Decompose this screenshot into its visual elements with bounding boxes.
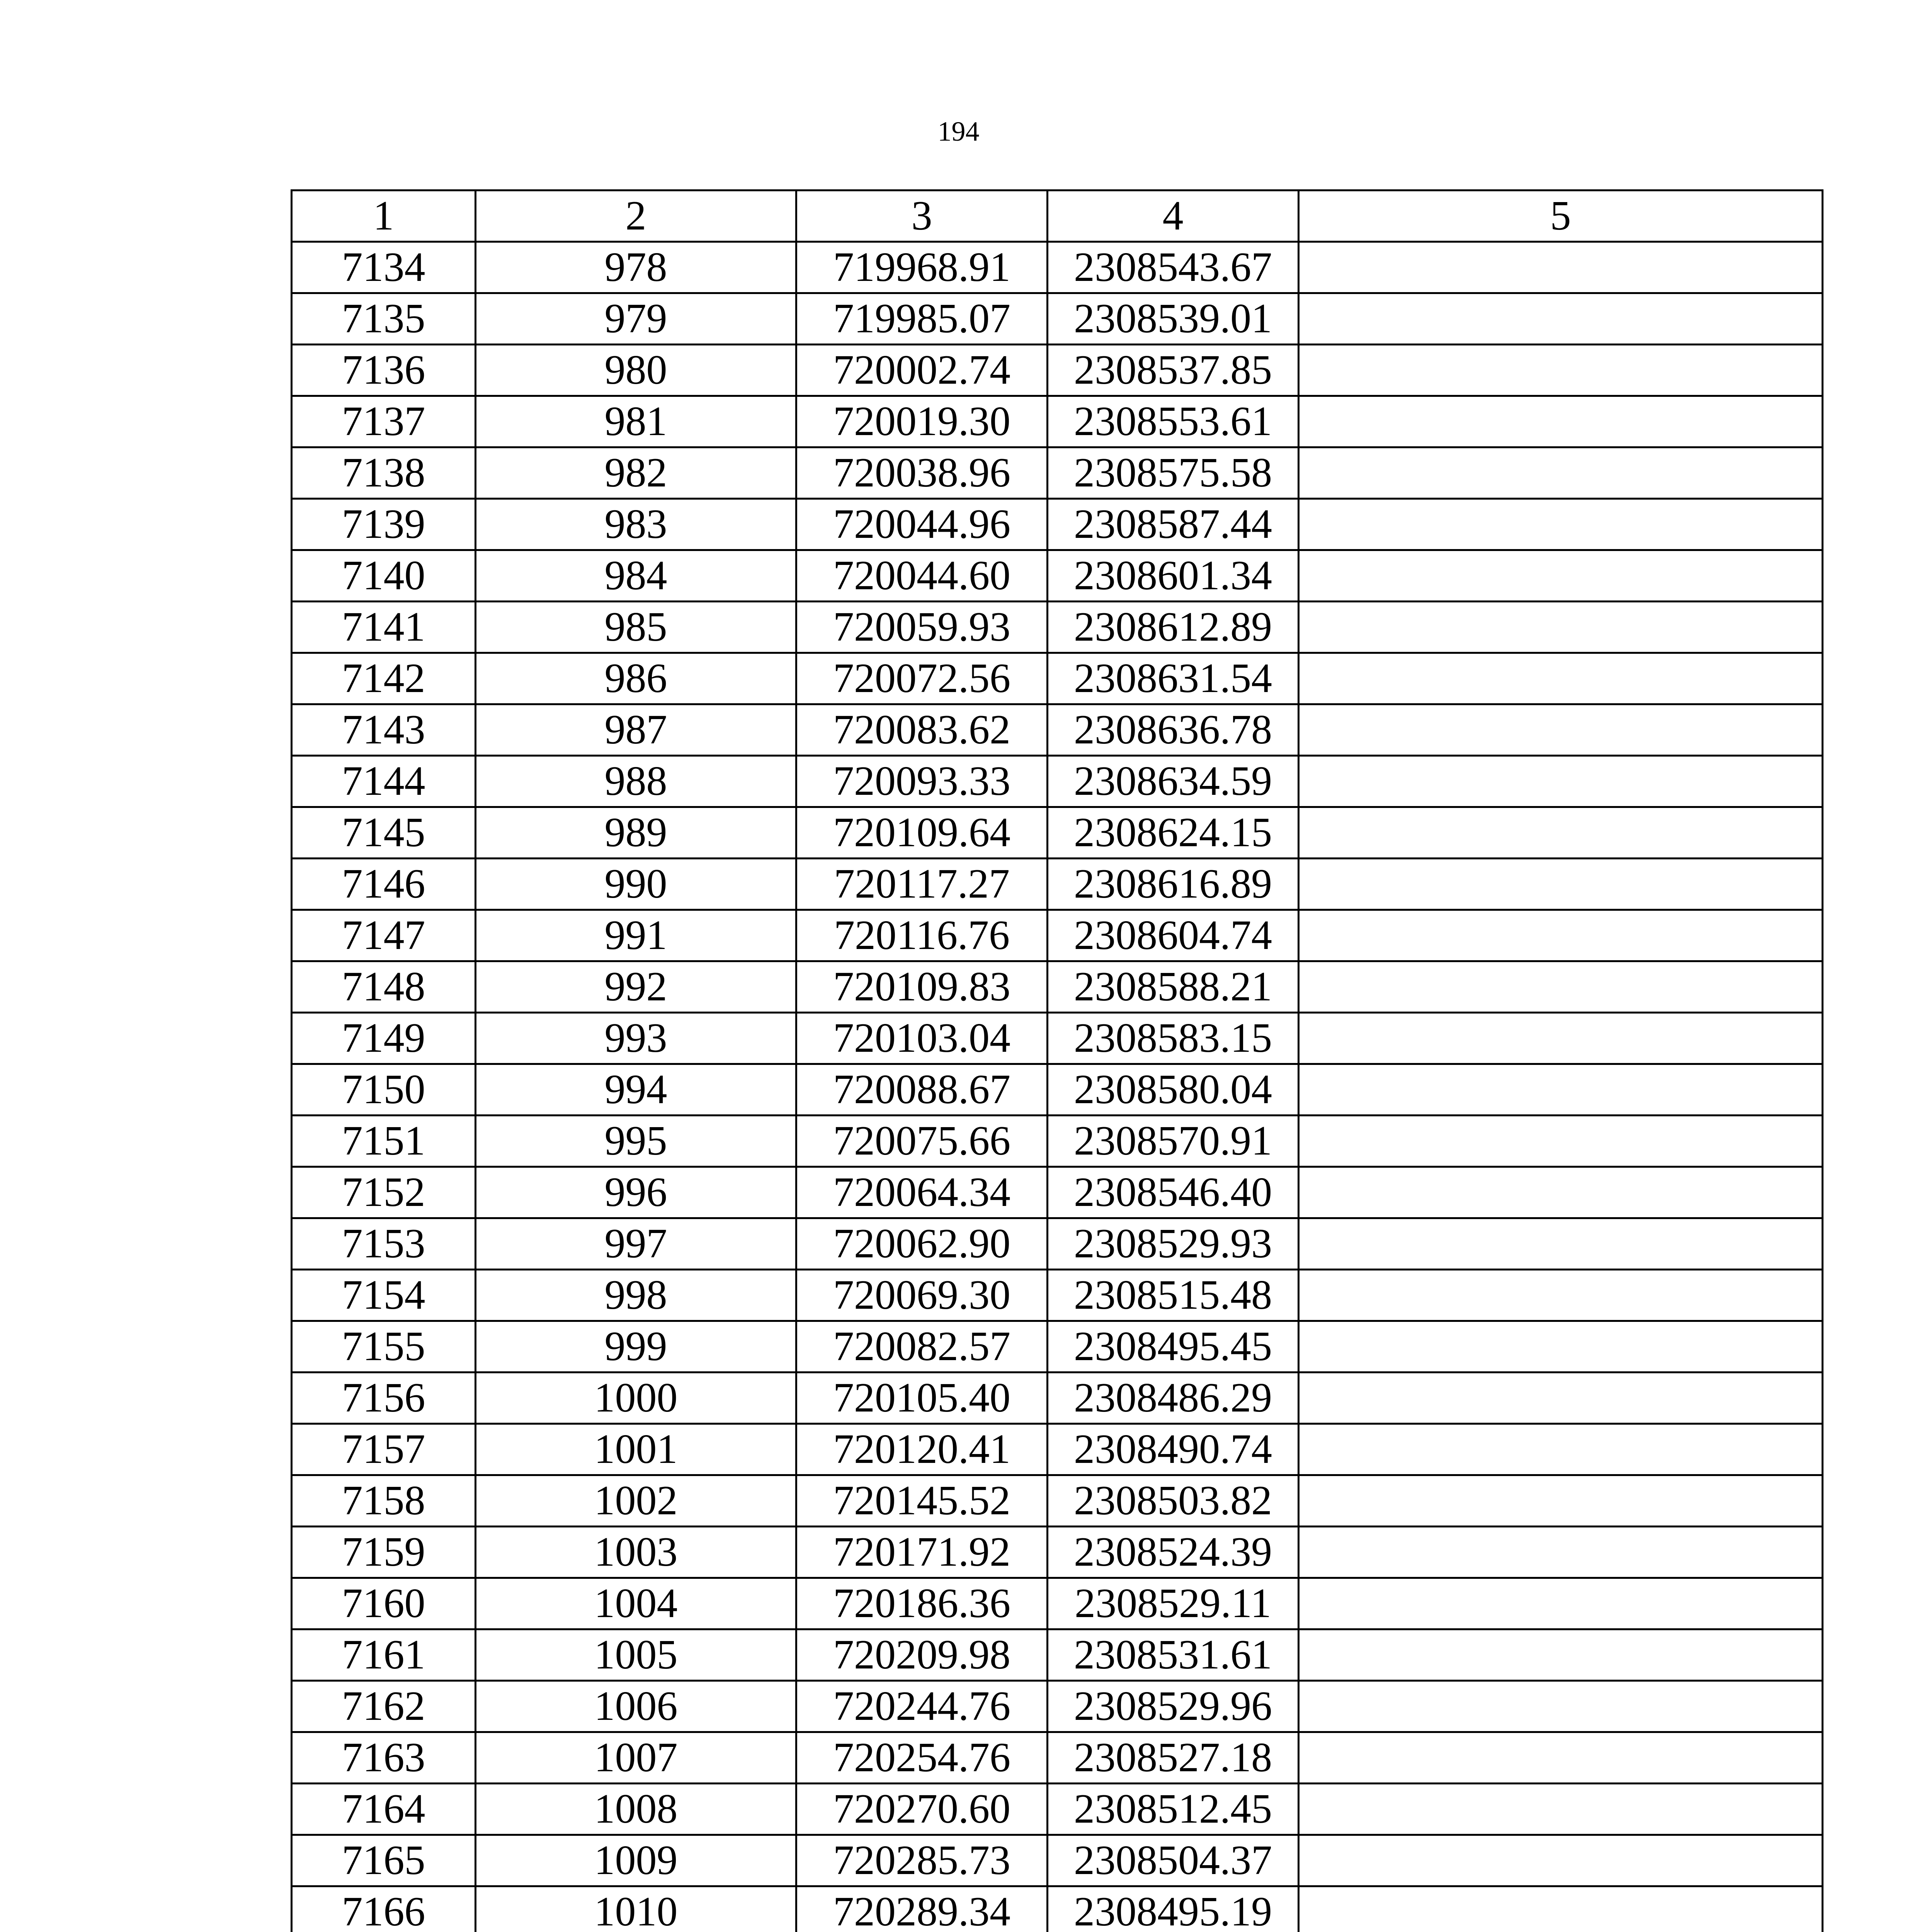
table-row [292, 1527, 1823, 1578]
table-cell-col-4: 2308580.04 [1048, 1064, 1299, 1116]
table-cell-col-1: 7145 [292, 807, 476, 859]
table-cell-col-2: 999 [476, 1321, 796, 1372]
table-row [292, 1784, 1823, 1835]
table-cell-col-3: 720109.64 [796, 807, 1048, 859]
table-cell-col-1: 7156 [292, 1372, 476, 1424]
table-cell-col-4: 2308624.15 [1048, 807, 1299, 859]
page-number: 194 [937, 116, 980, 147]
table-cell-col-3: 720069.30 [796, 1270, 1048, 1321]
table-cell-col-1: 7142 [292, 653, 476, 704]
table-cell-col-4: 2308486.29 [1048, 1372, 1299, 1424]
table-cell-col-1: 7138 [292, 447, 476, 499]
table-cell-col-2: 990 [476, 859, 796, 910]
table-cell-col-1: 7135 [292, 293, 476, 345]
table-row [292, 1886, 1823, 1932]
table-cell-col-2: 998 [476, 1270, 796, 1321]
table-row [292, 1681, 1823, 1732]
table-cell-col-3: 720038.96 [796, 447, 1048, 499]
table-cell-col-5 [1299, 499, 1823, 550]
table-row [292, 1167, 1823, 1218]
table-cell-col-1: 7134 [292, 242, 476, 293]
table-cell-col-1: 7137 [292, 396, 476, 447]
table-cell-col-2: 979 [476, 293, 796, 345]
table-cell-col-1: 7165 [292, 1835, 476, 1886]
table-cell-col-4: 2308616.89 [1048, 859, 1299, 910]
table-row [292, 345, 1823, 396]
table-cell-col-1: 7150 [292, 1064, 476, 1116]
table-cell-col-4: 2308512.45 [1048, 1784, 1299, 1835]
table-cell-col-5 [1299, 1835, 1823, 1886]
table-row [292, 1578, 1823, 1629]
table-cell-col-2: 982 [476, 447, 796, 499]
table-cell-col-4: 2308636.78 [1048, 704, 1299, 756]
table-cell-col-3: 720088.67 [796, 1064, 1048, 1116]
table-cell-col-2: 991 [476, 910, 796, 961]
table-cell-col-5 [1299, 1372, 1823, 1424]
table-cell-col-5 [1299, 1218, 1823, 1270]
table-cell-col-4: 2308527.18 [1048, 1732, 1299, 1784]
table-row [292, 1321, 1823, 1372]
table-cell-col-4: 2308495.19 [1048, 1886, 1299, 1932]
table-cell-col-4: 2308531.61 [1048, 1629, 1299, 1681]
table-cell-col-4: 2308604.74 [1048, 910, 1299, 961]
table-row [292, 1732, 1823, 1784]
table-cell-col-5 [1299, 447, 1823, 499]
table-row [292, 1218, 1823, 1270]
table-cell-col-2: 987 [476, 704, 796, 756]
table-cell-col-1: 7148 [292, 961, 476, 1013]
table-cell-col-3: 720075.66 [796, 1116, 1048, 1167]
table-cell-col-4: 2308537.85 [1048, 345, 1299, 396]
table-cell-col-1: 7152 [292, 1167, 476, 1218]
table-cell-col-3: 720285.73 [796, 1835, 1048, 1886]
table-cell-col-1: 7140 [292, 550, 476, 602]
table-cell-col-3: 719985.07 [796, 293, 1048, 345]
table-cell-col-5 [1299, 1527, 1823, 1578]
table-cell-col-1: 7157 [292, 1424, 476, 1475]
table-cell-col-3: 720082.57 [796, 1321, 1048, 1372]
table-cell-col-1: 7164 [292, 1784, 476, 1835]
table-cell-col-2: 1003 [476, 1527, 796, 1578]
table-cell-col-5 [1299, 1886, 1823, 1932]
table-cell-col-2: 1010 [476, 1886, 796, 1932]
table-header-row [292, 190, 1823, 242]
table-cell-col-5 [1299, 1321, 1823, 1372]
table-cell-col-5 [1299, 1578, 1823, 1629]
table-cell-col-5 [1299, 859, 1823, 910]
table-cell-col-4: 2308553.61 [1048, 396, 1299, 447]
table-cell-col-3: 720105.40 [796, 1372, 1048, 1424]
table-cell-col-3: 720145.52 [796, 1475, 1048, 1527]
table-cell-col-4: 2308529.96 [1048, 1681, 1299, 1732]
table-cell-col-1: 7158 [292, 1475, 476, 1527]
table-row [292, 1424, 1823, 1475]
table-cell-col-2: 980 [476, 345, 796, 396]
table-cell-col-3: 720244.76 [796, 1681, 1048, 1732]
table-cell-col-5 [1299, 345, 1823, 396]
table-cell-col-1: 7143 [292, 704, 476, 756]
table-cell-col-5 [1299, 293, 1823, 345]
table-cell-col-2: 981 [476, 396, 796, 447]
table-cell-col-4: 2308546.40 [1048, 1167, 1299, 1218]
table-row [292, 1064, 1823, 1116]
table-cell-col-4: 2308515.48 [1048, 1270, 1299, 1321]
table-cell-col-5 [1299, 1167, 1823, 1218]
table-cell-col-2: 1008 [476, 1784, 796, 1835]
table-cell-col-4: 2308570.91 [1048, 1116, 1299, 1167]
column-header-5: 5 [1299, 190, 1823, 242]
table-cell-col-4: 2308524.39 [1048, 1527, 1299, 1578]
table-cell-col-1: 7136 [292, 345, 476, 396]
table-cell-col-3: 720254.76 [796, 1732, 1048, 1784]
table-cell-col-4: 2308539.01 [1048, 293, 1299, 345]
table-cell-col-3: 720209.98 [796, 1629, 1048, 1681]
table-cell-col-2: 993 [476, 1013, 796, 1064]
table-cell-col-5 [1299, 396, 1823, 447]
table-cell-col-2: 992 [476, 961, 796, 1013]
table-cell-col-4: 2308529.93 [1048, 1218, 1299, 1270]
table-cell-col-5 [1299, 1784, 1823, 1835]
table-row [292, 242, 1823, 293]
table-cell-col-3: 720116.76 [796, 910, 1048, 961]
table-row [292, 1372, 1823, 1424]
table-cell-col-1: 7144 [292, 756, 476, 807]
table-cell-col-1: 7153 [292, 1218, 476, 1270]
column-header-2: 2 [476, 190, 796, 242]
table-cell-col-5 [1299, 1629, 1823, 1681]
table-cell-col-2: 988 [476, 756, 796, 807]
table-cell-col-5 [1299, 1013, 1823, 1064]
table-row [292, 1835, 1823, 1886]
table-cell-col-3: 720117.27 [796, 859, 1048, 910]
column-header-4: 4 [1048, 190, 1299, 242]
table-cell-col-4: 2308634.59 [1048, 756, 1299, 807]
table-cell-col-3: 720171.92 [796, 1527, 1048, 1578]
table-cell-col-1: 7162 [292, 1681, 476, 1732]
table-cell-col-2: 1002 [476, 1475, 796, 1527]
table-cell-col-2: 1004 [476, 1578, 796, 1629]
table-row [292, 910, 1823, 961]
table-row [292, 396, 1823, 447]
table-cell-col-5 [1299, 1732, 1823, 1784]
table-cell-col-2: 983 [476, 499, 796, 550]
table-cell-col-5 [1299, 1116, 1823, 1167]
table-cell-col-3: 720109.83 [796, 961, 1048, 1013]
table-cell-col-2: 1005 [476, 1629, 796, 1681]
table-cell-col-5 [1299, 961, 1823, 1013]
table-cell-col-4: 2308543.67 [1048, 242, 1299, 293]
table-cell-col-3: 720002.74 [796, 345, 1048, 396]
table-cell-col-2: 985 [476, 602, 796, 653]
table-cell-col-1: 7160 [292, 1578, 476, 1629]
table-row [292, 704, 1823, 756]
table-row [292, 447, 1823, 499]
table-cell-col-4: 2308587.44 [1048, 499, 1299, 550]
table-cell-col-3: 720083.62 [796, 704, 1048, 756]
table-cell-col-4: 2308612.89 [1048, 602, 1299, 653]
table-row [292, 961, 1823, 1013]
table-cell-col-5 [1299, 1681, 1823, 1732]
table-cell-col-3: 720103.04 [796, 1013, 1048, 1064]
table-cell-col-4: 2308575.58 [1048, 447, 1299, 499]
table-row [292, 859, 1823, 910]
table-row [292, 550, 1823, 602]
table-cell-col-2: 994 [476, 1064, 796, 1116]
table-cell-col-5 [1299, 1270, 1823, 1321]
table-cell-col-3: 720289.34 [796, 1886, 1048, 1932]
table-cell-col-2: 984 [476, 550, 796, 602]
table-cell-col-4: 2308601.34 [1048, 550, 1299, 602]
table-cell-col-1: 7155 [292, 1321, 476, 1372]
table-row [292, 653, 1823, 704]
table-cell-col-5 [1299, 242, 1823, 293]
table-cell-col-3: 719968.91 [796, 242, 1048, 293]
table-cell-col-2: 997 [476, 1218, 796, 1270]
table-cell-col-5 [1299, 1424, 1823, 1475]
table-row [292, 499, 1823, 550]
table-cell-col-1: 7163 [292, 1732, 476, 1784]
table-cell-col-4: 2308588.21 [1048, 961, 1299, 1013]
table-cell-col-2: 995 [476, 1116, 796, 1167]
table-row [292, 1475, 1823, 1527]
table-row [292, 807, 1823, 859]
table-cell-col-2: 996 [476, 1167, 796, 1218]
column-header-3: 3 [796, 190, 1048, 242]
table-cell-col-2: 986 [476, 653, 796, 704]
table-cell-col-1: 7166 [292, 1886, 476, 1932]
table-cell-col-3: 720270.60 [796, 1784, 1048, 1835]
table-cell-col-2: 1007 [476, 1732, 796, 1784]
table-cell-col-4: 2308503.82 [1048, 1475, 1299, 1527]
table-cell-col-4: 2308490.74 [1048, 1424, 1299, 1475]
table-row [292, 602, 1823, 653]
table-cell-col-5 [1299, 807, 1823, 859]
table-row [292, 1629, 1823, 1681]
table-cell-col-5 [1299, 1064, 1823, 1116]
table-cell-col-1: 7151 [292, 1116, 476, 1167]
table-cell-col-2: 1000 [476, 1372, 796, 1424]
table-cell-col-1: 7141 [292, 602, 476, 653]
table-cell-col-3: 720019.30 [796, 396, 1048, 447]
table-cell-col-2: 989 [476, 807, 796, 859]
table-row [292, 756, 1823, 807]
table-cell-col-2: 1006 [476, 1681, 796, 1732]
table-cell-col-3: 720072.56 [796, 653, 1048, 704]
table-cell-col-4: 2308495.45 [1048, 1321, 1299, 1372]
table-cell-col-5 [1299, 910, 1823, 961]
table-row [292, 1013, 1823, 1064]
table-row [292, 293, 1823, 345]
table-body [292, 242, 1823, 1932]
table-cell-col-3: 720120.41 [796, 1424, 1048, 1475]
table-cell-col-5 [1299, 756, 1823, 807]
table-cell-col-3: 720186.36 [796, 1578, 1048, 1629]
table-cell-col-1: 7139 [292, 499, 476, 550]
table-cell-col-3: 720044.60 [796, 550, 1048, 602]
table-cell-col-3: 720059.93 [796, 602, 1048, 653]
table-cell-col-1: 7146 [292, 859, 476, 910]
table-cell-col-4: 2308504.37 [1048, 1835, 1299, 1886]
table-cell-col-1: 7161 [292, 1629, 476, 1681]
table-cell-col-4: 2308529.11 [1048, 1578, 1299, 1629]
table-cell-col-5 [1299, 602, 1823, 653]
table-cell-col-5 [1299, 1475, 1823, 1527]
table-row [292, 1116, 1823, 1167]
table-cell-col-2: 1009 [476, 1835, 796, 1886]
table-cell-col-1: 7154 [292, 1270, 476, 1321]
table-cell-col-3: 720044.96 [796, 499, 1048, 550]
table-cell-col-1: 7147 [292, 910, 476, 961]
table-cell-col-4: 2308583.15 [1048, 1013, 1299, 1064]
table-cell-col-5 [1299, 653, 1823, 704]
table-cell-col-1: 7149 [292, 1013, 476, 1064]
table-row [292, 1270, 1823, 1321]
table-cell-col-1: 7159 [292, 1527, 476, 1578]
table-cell-col-5 [1299, 550, 1823, 602]
table-cell-col-3: 720064.34 [796, 1167, 1048, 1218]
table-cell-col-2: 1001 [476, 1424, 796, 1475]
table-cell-col-3: 720062.90 [796, 1218, 1048, 1270]
coordinates-table [291, 189, 1823, 1932]
table-cell-col-3: 720093.33 [796, 756, 1048, 807]
table-cell-col-5 [1299, 704, 1823, 756]
table-cell-col-4: 2308631.54 [1048, 653, 1299, 704]
table-cell-col-2: 978 [476, 242, 796, 293]
column-header-1: 1 [292, 190, 476, 242]
